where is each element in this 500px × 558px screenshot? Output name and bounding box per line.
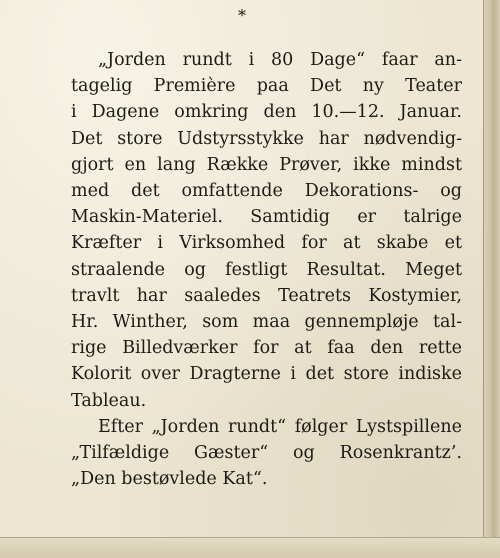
text-line: Maskin-Materiel. Samtidig er talrige (71, 207, 462, 228)
text-line: „Tilfældige Gæster“ og Rosenkrantz’. (71, 443, 462, 464)
scan-edge-right (483, 0, 500, 558)
paragraph-2 (44, 414, 462, 493)
text-line: Tableau. (71, 390, 147, 411)
text-line: tagelig Première paa Det ny Teater (71, 76, 462, 97)
text-line: med det omfattende Dekorations- og (71, 181, 462, 202)
text-line: Kræfter i Virksomhed for at skabe et (71, 233, 462, 254)
text-line: Hr. Winther, som maa gennempløje tal- (71, 312, 462, 333)
text-line: „Jorden rundt i 80 Dage“ faar an- (98, 50, 462, 70)
section-ornament: * (238, 6, 246, 25)
text-line: Det store Udstyrsstykke har nødvendig- (71, 128, 462, 149)
text-line: Efter „Jorden rundt“ følger Lystspillene (98, 416, 462, 437)
text-line: straalende og festligt Resultat. Meget (71, 259, 462, 280)
text-line: travlt har saaledes Teatrets Kostymier, (71, 285, 462, 306)
text-line: rige Billedværker for at faa den rette (71, 338, 462, 359)
text-line: „Den bestøvlede Kat“. (71, 469, 268, 490)
text-line: Kolorit over Dragterne i det store indiske (71, 364, 462, 385)
scan-edge-bottom (0, 537, 500, 558)
text-line: gjort en lang Række Prøver, ikke mindst (71, 154, 462, 175)
paragraph-1 (44, 47, 462, 414)
text-line: i Dagene omkring den 10.—12. Januar. (71, 102, 462, 123)
article-body (44, 47, 462, 492)
